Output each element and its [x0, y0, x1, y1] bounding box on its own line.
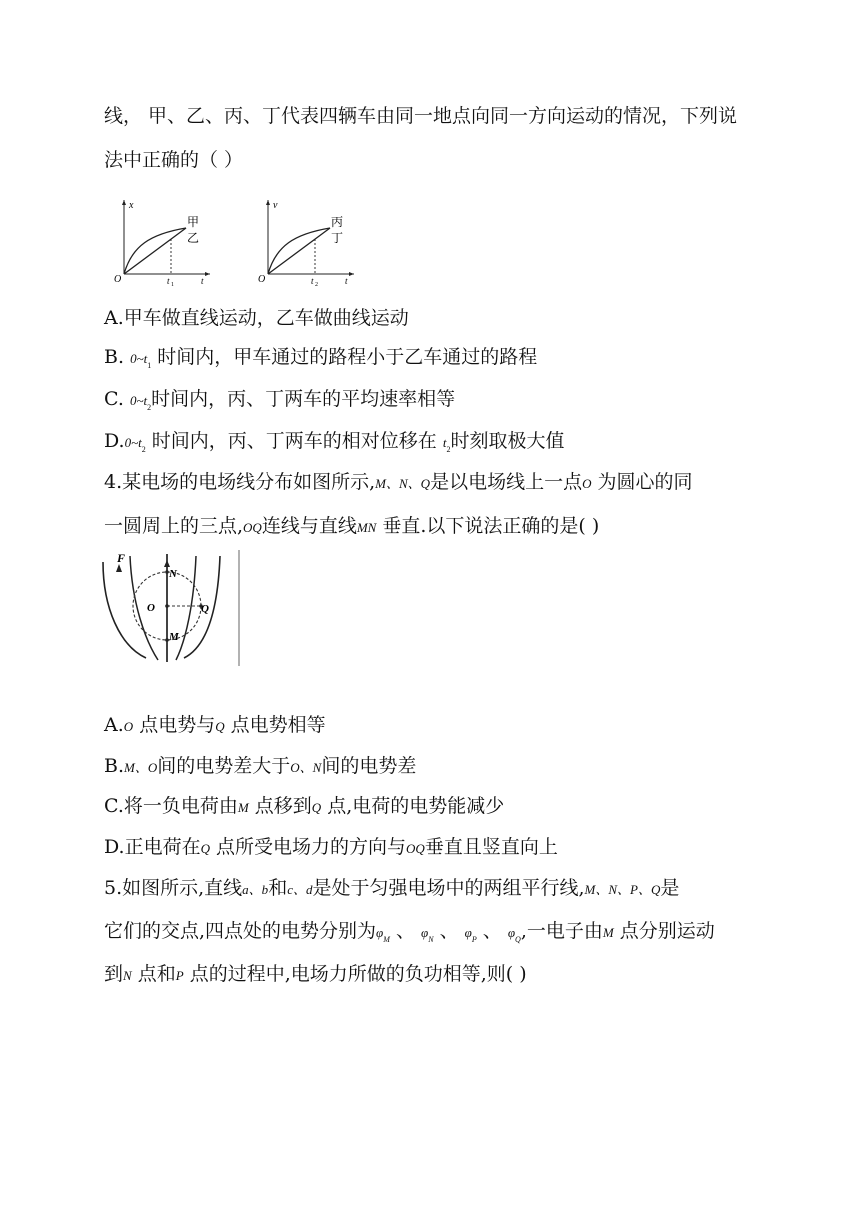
q3-stem-line2: 法中正确的（ ） [104, 149, 244, 171]
q4-option-a: A.O 点电势与Q 点电势相等 [104, 714, 326, 736]
t-axis-label: t [201, 276, 204, 286]
field-arrow [164, 560, 170, 567]
t-axis-label-2: t [345, 276, 348, 286]
label-jia: 甲 [187, 215, 200, 229]
label-bing: 丙 [331, 215, 344, 229]
origin-label-2: O [258, 274, 266, 285]
q3-option-b: B. $0\sim t_1$ 时间内，甲车通过的路程小于乙车通过的路程 [104, 346, 538, 370]
label-O: O [147, 602, 155, 614]
q4-option-d: D.正电荷在Q 点所受电场力的方向与OQ垂直且竖直向上 [104, 836, 558, 858]
label-N: N [169, 568, 177, 580]
x-axis-label: x [129, 200, 134, 211]
label-M: M [169, 631, 179, 643]
graph-line-jia [124, 228, 186, 274]
q3-option-c: C. $0\sim t_2$时间内，丙、丁两车的平均速率相等 [104, 388, 456, 412]
t2-label: t [311, 276, 314, 286]
electric-field-figure [100, 548, 242, 666]
q3-option-d: $D.0\sim t_2$ 时间内，丙、丁两车的相对位移在 $t_2$时刻取极大值 [104, 430, 565, 454]
field-line-outer-left [103, 562, 146, 658]
t1-label: t [167, 276, 170, 286]
q4-stem-line1: 4.某电场的电场线分布如图所示,M、N、Q是以电场线上一点O 为圆心的同 [104, 471, 693, 493]
field-arrow-left [116, 564, 122, 572]
v-axis-label: v [273, 200, 278, 211]
t1-subscript: 1 [171, 282, 174, 286]
q5-stem-line2: 它们的交点,四点处的电势分别为$\varphi_M$ 、 $\varphi_N$ 、 $\varphi_P$ 、 $\varphi_Q$,一电子由M 点分别运动 [104, 920, 715, 944]
origin-label: O [114, 274, 122, 285]
x-t-graph [112, 196, 214, 286]
q3-stem-line1: 线， 甲、乙、丙、丁代表四辆车由同一地点向同一方向运动的情况，下列说 [104, 105, 738, 127]
q5-stem-line3: 到N 点和P 点的过程中,电场力所做的负功相等,则( ) [104, 963, 527, 985]
q4-option-c: C.将一负电荷由M 点移到Q 点,电荷的电势能减少 [104, 795, 505, 817]
label-F: F [117, 551, 126, 565]
label-Q: Q [201, 603, 209, 615]
q5-stem-line1: 5.如图所示,直线a、b和c、d是处于匀强电场中的两组平行线,M、N、P、Q是 [104, 877, 680, 899]
q3-option-a: A.甲车做直线运动，乙车做曲线运动 [104, 307, 409, 329]
q4-option-b: B.M、O间的电势差大于O、N间的电势差 [104, 755, 417, 777]
label-yi: 乙 [187, 231, 200, 245]
v-t-graph [256, 196, 358, 286]
q4-stem-line2: 一圆周上的三点,OQ连线与直线MN 垂直.以下说法正确的是( ) [104, 515, 600, 537]
field-line-inner-right [176, 556, 196, 660]
label-ding: 丁 [331, 231, 344, 245]
graph-line-bing [268, 228, 330, 274]
t2-subscript: 2 [315, 282, 318, 286]
